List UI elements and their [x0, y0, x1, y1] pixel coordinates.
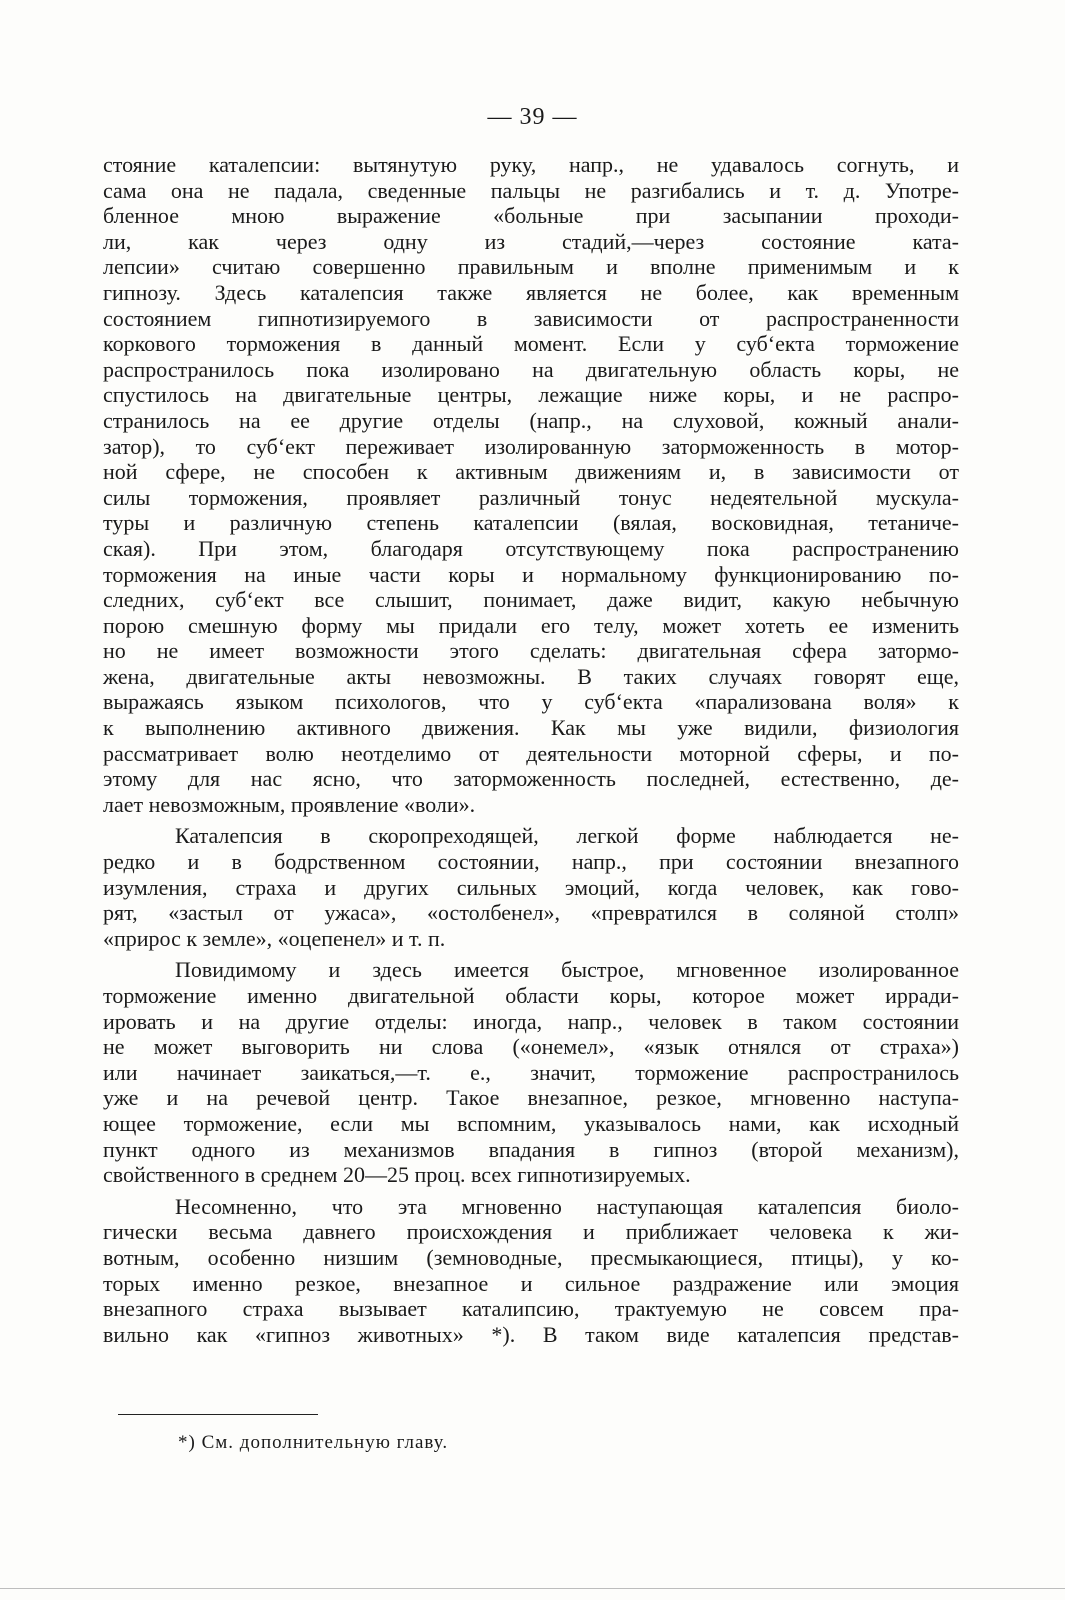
text-line: внезапного страха вызывает каталипсию, трактуемую не совсем пра- — [103, 1296, 959, 1322]
text-line: туры и различную степень каталепсии (вялая, восковидная, тетаниче- — [103, 510, 959, 536]
text-line: коркового торможения в данный момент. Если у суб‘екта торможение — [103, 331, 959, 357]
text-line: Каталепсия в скоропреходящей, легкой форме наблюдается не- — [175, 823, 959, 849]
text-line: или начинает заикаться,—т. е., значит, торможение распространилось — [103, 1059, 959, 1085]
footnote-divider — [118, 1414, 318, 1415]
text-line: силы торможения, проявляет различный тонус недеятельной мускула- — [103, 484, 959, 510]
text-line: торможение именно двигательной области коры, которое может ирради- — [103, 983, 959, 1008]
text-line: вильно как «гипноз животных» *). В таком виде каталепсия представ- — [103, 1321, 959, 1347]
text-line: свойственного в среднем 20—25 проц. всех гипнотизируемых. — [103, 1162, 691, 1188]
text-line: затор), то суб‘ект переживает изолированную заторможенность в мотор- — [103, 433, 959, 459]
text-line: «прирос к земле», «оцепенел» и т. п. — [103, 925, 446, 951]
text-line: ющее торможение, если мы вспомним, указывалось нами, как исходный — [103, 1110, 959, 1136]
text-line: странилось на ее другие отделы (напр., на слуховой, кожный анали- — [103, 407, 959, 433]
text-line: к выполнению активного движения. Как мы уже видили, физиология — [103, 715, 959, 741]
text-line: гипнозу. Здесь каталепсия также является не более, как временным — [103, 279, 959, 305]
text-line: но не имеет возможности этого сделать: двигательная сфера затормо- — [103, 638, 959, 664]
body-text — [103, 152, 959, 1347]
text-line: редко и в бодрственном состоянии, напр., при состоянии внезапного — [103, 849, 959, 875]
text-line: состоянием гипнотизируемого в зависимости от распространенности — [103, 305, 959, 331]
text-line: торможения на иные части коры и нормальному функционированию по- — [103, 561, 959, 587]
page-edge-line — [0, 1588, 1065, 1589]
text-line: ли, как через одну из стадий,—через состояние ката- — [103, 228, 959, 254]
text-line: рят, «застыл от ужаса», «остолбенел», «превратился в соляной столп» — [103, 900, 959, 926]
text-line: порою смешную форму мы придали его телу, может хотеть ее изменить — [103, 612, 959, 638]
text-line: изумления, страха и других сильных эмоций, когда человек, как гово- — [103, 874, 959, 900]
text-line: пункт одного из механизмов впадания в гипноз (второй механизм), — [103, 1136, 959, 1162]
text-line: торых именно резкое, внезапное и сильное раздражение или эмоция — [103, 1270, 959, 1296]
page-number: — 39 — — [487, 104, 578, 130]
text-line: не может выговорить ни слова («онемел», «язык отнялся от страха») — [103, 1034, 959, 1060]
text-line: лепсии» считаю совершенно правильным и вполне применимым и к — [103, 254, 959, 280]
text-line: ировать и на другие отделы: иногда, напр., человек в таком состоянии — [103, 1008, 959, 1034]
text-line: бленное мною выражение «больные при засыпании проходи- — [103, 203, 959, 229]
text-line: Несомненно, что эта мгновенно наступающая каталепсия биоло- — [175, 1193, 959, 1219]
text-line: Повидимому и здесь имеется быстрое, мгновенное изолированное — [175, 957, 959, 983]
text-line: уже и на речевой центр. Такое внезапное, резкое, мгновенно наступа- — [103, 1085, 959, 1111]
text-line: распространилось пока изолировано на двигательную область коры, не — [103, 356, 959, 382]
text-line: спустилось на двигательные центры, лежащие ниже коры, и не распро- — [103, 382, 959, 408]
text-line: сама она не падала, сведенные пальцы не разгибались и т. д. Употре- — [103, 177, 959, 203]
text-line: следних, суб‘ект все слышит, понимает, даже видит, какую небычную — [103, 587, 959, 613]
footnote: *) См. дополнительную главу. — [178, 1432, 449, 1453]
text-line: лает невозможным, проявление «воли». — [103, 791, 476, 817]
text-line: выражаясь языком психологов, что у суб‘екта «парализована воля» к — [103, 689, 959, 715]
text-line: этому для нас ясно, что заторможенность последней, естественно, де- — [103, 766, 959, 792]
text-line: вотным, особенно низшим (земноводные, пресмыкающиеся, птицы), у ко- — [103, 1244, 959, 1270]
text-line: жена, двигательные акты невозможны. В таких случаях говорят еще, — [103, 663, 959, 689]
text-line: ская). При этом, благодаря отсутствующему пока распространению — [103, 535, 959, 561]
text-line: стояние каталепсии: вытянутую руку, напр., не удавалось согнуть, и — [103, 152, 959, 177]
text-line: рассматривает волю неотделимо от деятельности моторной сферы, и по- — [103, 740, 959, 766]
text-line: ной сфере, не способен к активным движениям и, в зависимости от — [103, 459, 959, 485]
text-line: гически весьма давнего происхождения и приближает человека к жи- — [103, 1219, 959, 1245]
